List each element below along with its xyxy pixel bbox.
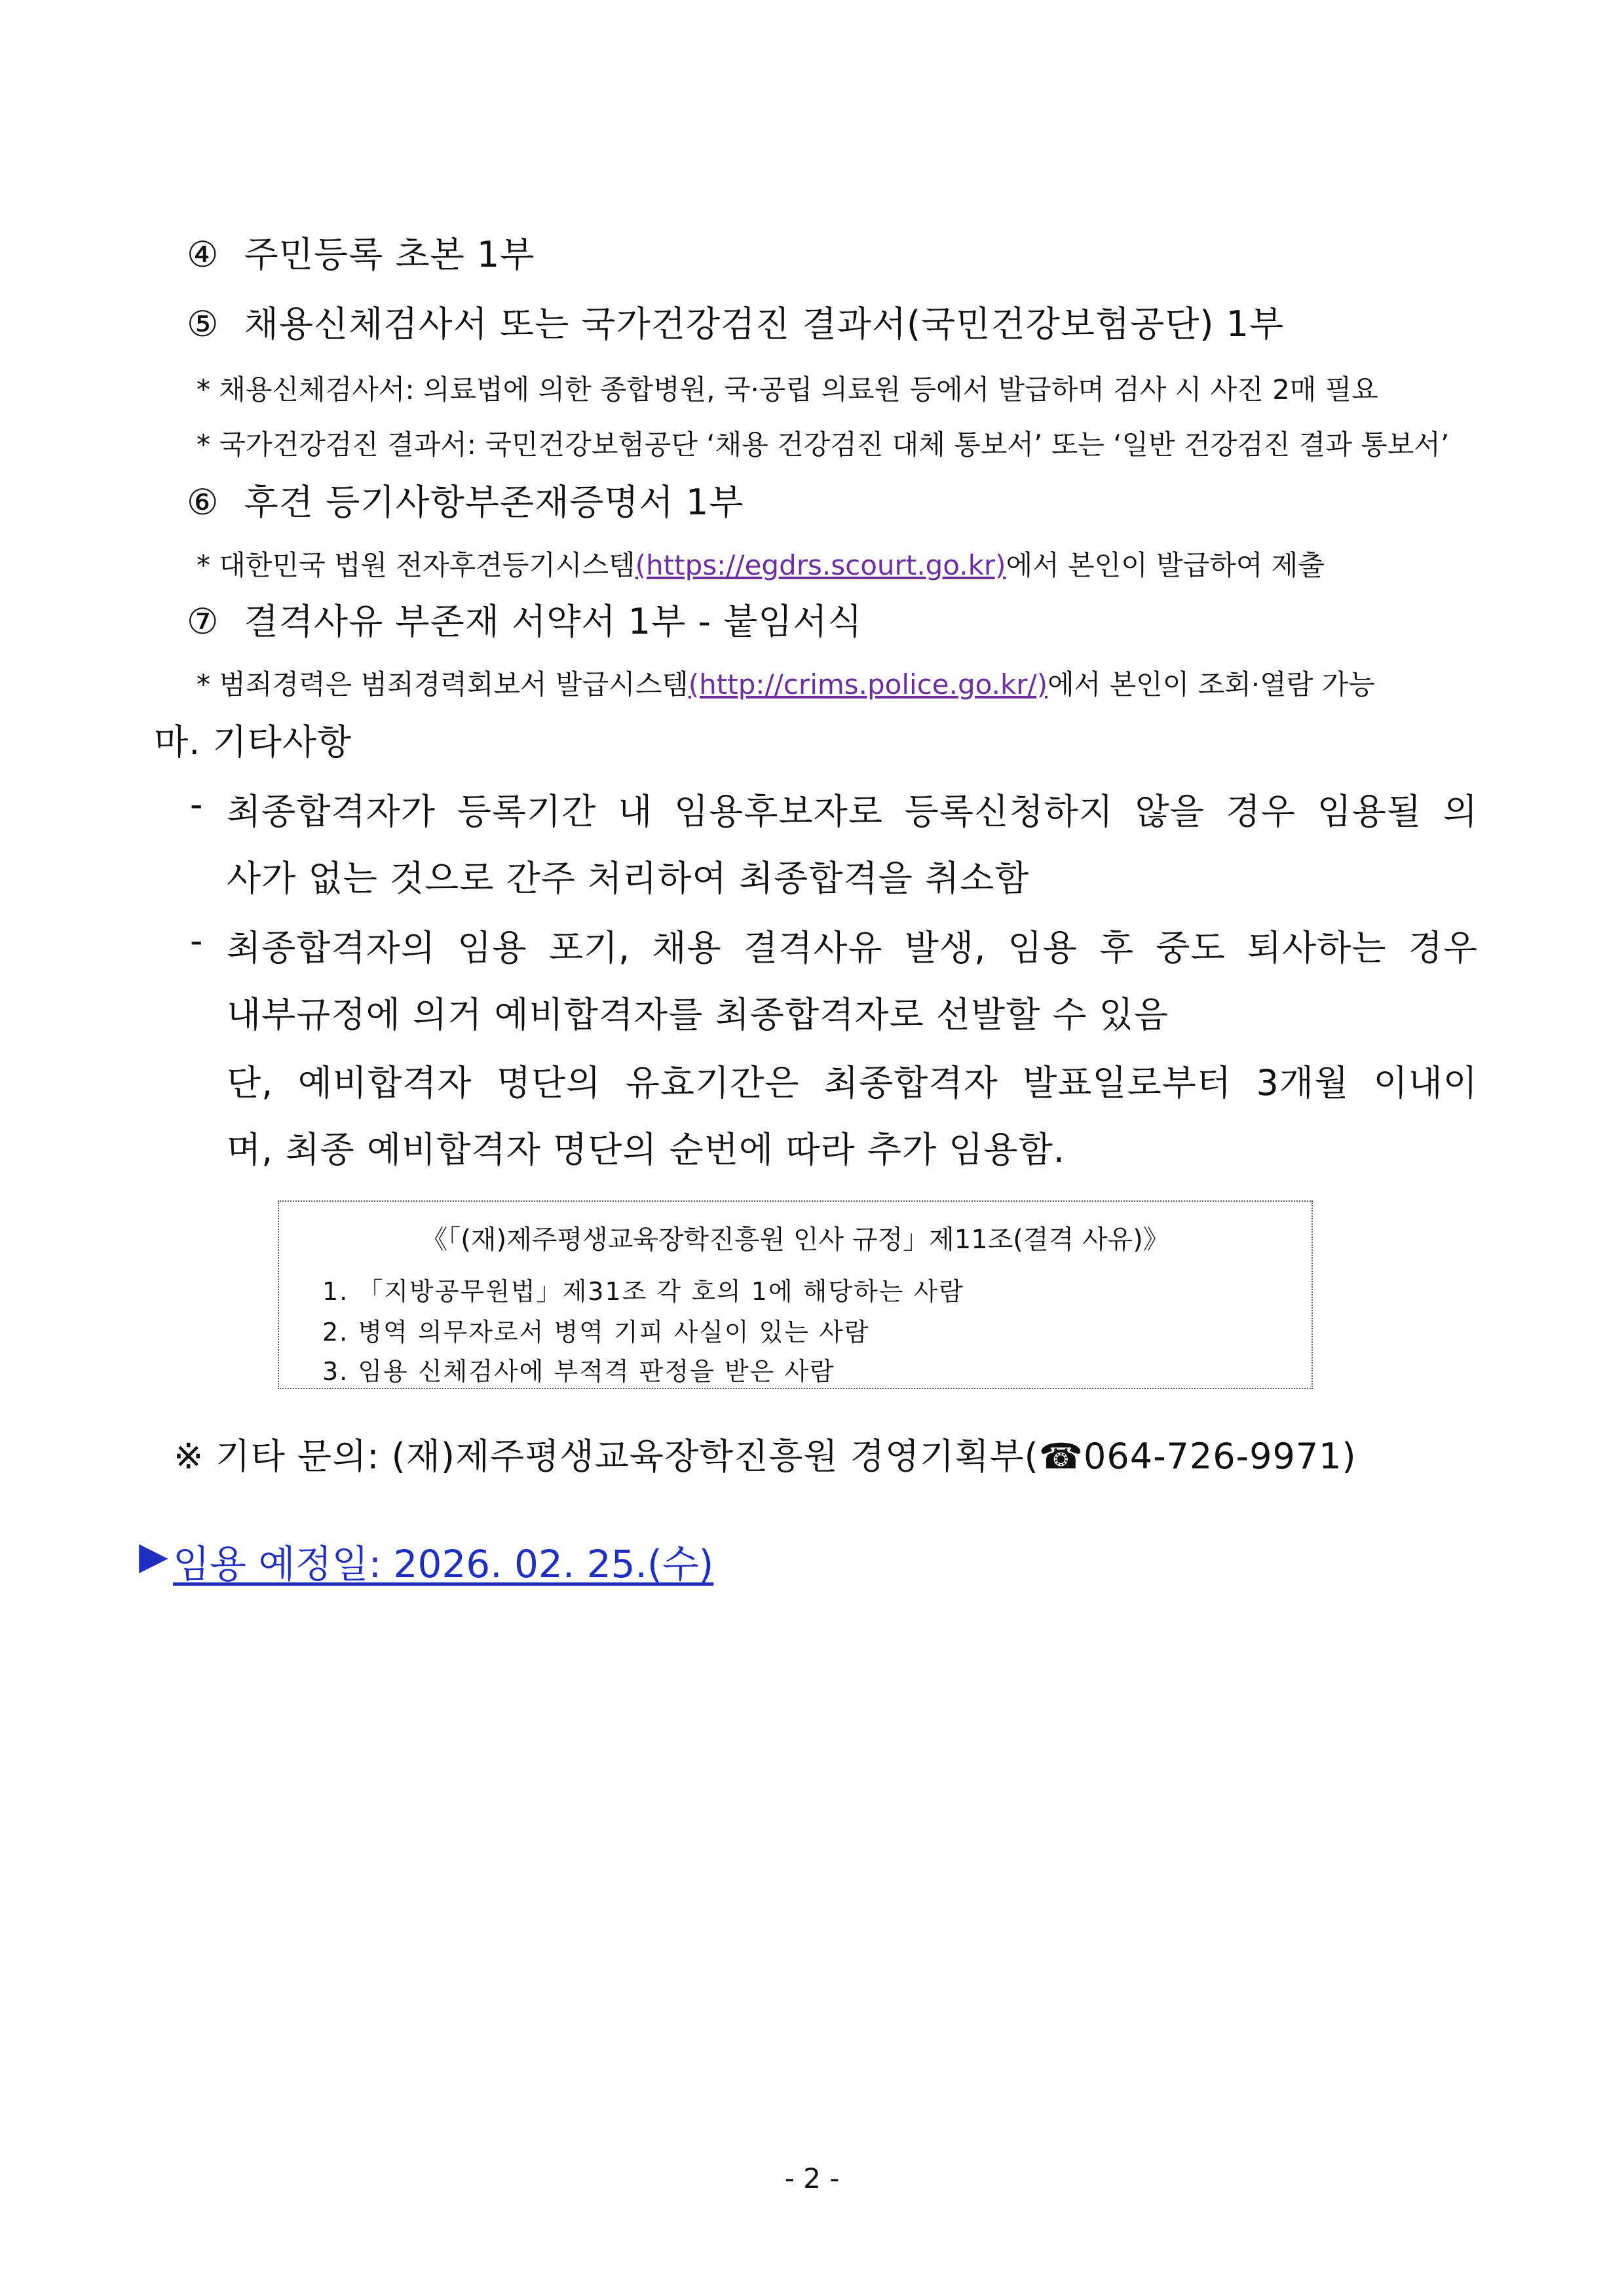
page-number: - 2 - (784, 2162, 840, 2194)
contact-info: ※ 기타 문의: (재)제주평생교육장학진흥원 경영기획부(☎064-726-9971) (174, 1436, 1357, 1477)
appointment-date (139, 1533, 859, 1586)
court-link[interactable]: (https://egdrs.scourt.go.kr) (635, 549, 1006, 581)
regulation-item-3: 3. 임용 신체검사에 부적격 판정을 받은 사람 (322, 1357, 835, 1386)
item-5-text: 채용신체검사서 또는 국가건강검진 결과서(국민건강보험공단) 1부 (244, 303, 1285, 345)
bullet-1-line-2: 사가 없는 것으로 간주 처리하여 최종합격을 취소함 (227, 858, 1030, 899)
item-6-marker: ⑥ (187, 482, 219, 523)
bullet-2-line-1 (227, 920, 1478, 970)
regulation-box (278, 1200, 1313, 1389)
police-link[interactable]: (http://crims.police.go.kr/) (688, 668, 1048, 700)
item-4-marker: ④ (187, 234, 219, 275)
bullet-1-dash: - (190, 784, 204, 825)
bullet-2-text-3: 단, 예비합격자 명단의 유효기간은 최종합격자 발표일로부터 3개월 이내이 (227, 1062, 1478, 1103)
note-court-prefix: * 대한민국 법원 전자후견등기시스템 (197, 549, 635, 581)
item-5 (187, 296, 1284, 347)
bullet-2-dash: - (190, 920, 204, 961)
item-5-marker: ⑤ (187, 303, 219, 345)
note-national-checkup: * 국가건강검진 결과서: 국민건강보험공단 ‘채용 건강검진 대체 통보서’ 또는 ‘일반 건강검진 결과 통보서’ (197, 429, 1450, 461)
item-4-text: 주민등록 초본 1부 (244, 234, 535, 275)
bullet-1-line-1 (227, 784, 1478, 834)
bullet-2-line-3 (227, 1055, 1478, 1105)
bullet-1-text-1: 최종합격자가 등록기간 내 임용후보자로 등록신청하지 않을 경우 임용될 의 (227, 791, 1478, 832)
section-heading: 마. 기타사항 (154, 721, 352, 763)
note-police-suffix: 에서 본인이 조회·열람 가능 (1048, 668, 1375, 700)
note-court (197, 544, 1325, 583)
regulation-item-2: 2. 병역 의무자로서 병역 기피 사실이 있는 사람 (322, 1318, 870, 1347)
play-triangle-icon: ▶ (139, 1533, 168, 1578)
bullet-2-line-4: 며, 최종 예비합격자 명단의 순번에 따라 추가 임용함. (227, 1129, 1065, 1170)
item-7 (187, 594, 863, 644)
note-police (197, 663, 1375, 702)
bullet-2-line-2: 내부규정에 의거 예비합격자를 최종합격자로 선발할 수 있음 (227, 994, 1169, 1035)
regulation-item-1: 1. 「지방공무원법」제31조 각 호의 1에 해당하는 사람 (322, 1277, 965, 1306)
item-7-text: 결격사유 부존재 서약서 1부 - 붙임서식 (244, 601, 863, 642)
note-police-prefix: * 범죄경력은 범죄경력회보서 발급시스템 (197, 668, 689, 700)
note-health-exam: * 채용신체검사서: 의료법에 의한 종합병원, 국·공립 의료원 등에서 발급하며 검사 시 사진 2매 필요 (197, 373, 1378, 406)
item-7-marker: ⑦ (187, 601, 219, 642)
bullet-2-text-1: 최종합격자의 임용 포기, 채용 결격사유 발생, 임용 후 중도 퇴사하는 경우 (227, 927, 1478, 968)
note-court-suffix: 에서 본인이 발급하여 제출 (1006, 549, 1325, 581)
appointment-date-text: 임용 예정일: 2026. 02. 25.(수) (173, 1542, 714, 1586)
item-6 (187, 474, 744, 525)
item-6-text: 후견 등기사항부존재증명서 1부 (244, 482, 744, 523)
item-4 (187, 227, 535, 277)
regulation-title: 《「(재)제주평생교육장학진흥원 인사 규정」제11조(결격 사유)》 (421, 1225, 1169, 1255)
